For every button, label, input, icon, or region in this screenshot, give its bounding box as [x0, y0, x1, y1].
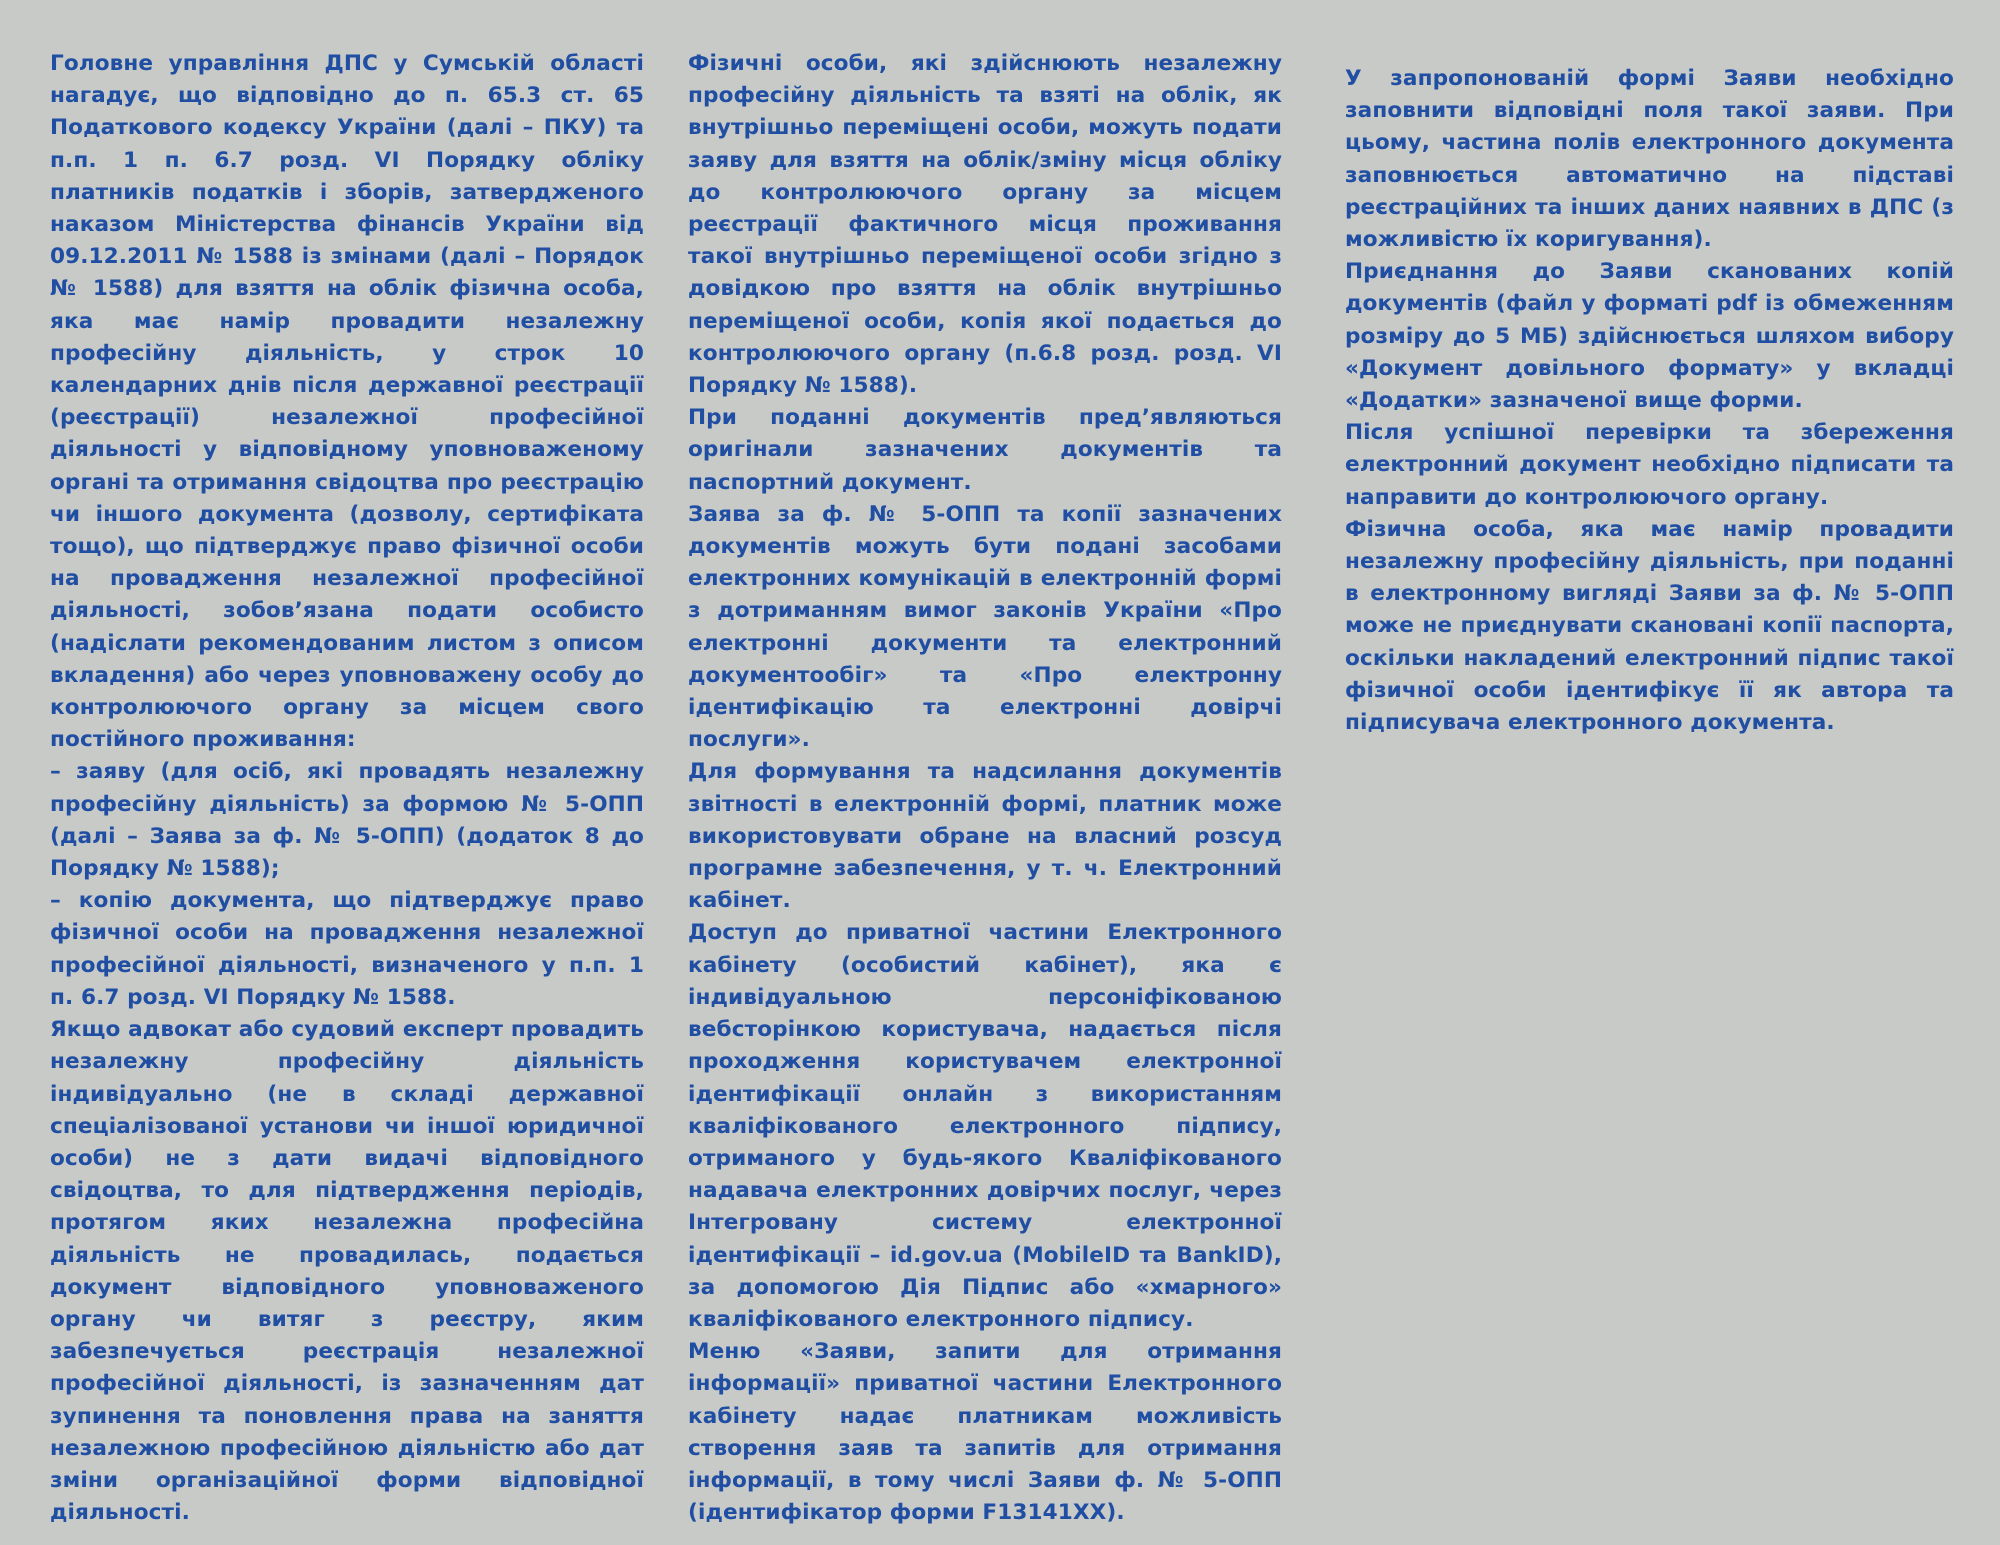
text-column-middle: [688, 48, 1282, 1529]
paragraph: Фізична особа, яка має намір провадити незалежну професійну діяльність, при поданні в електронному вигляді Заяви за ф. № 5-ОПП може не приєднувати скановані копії паспорта, оскільки накладений електронний підпис такої фізичної особи ідентифікує її як автора та підписувача електронного документа.: [1345, 516, 1954, 736]
paragraph: – заяву (для осіб, які провадять незалежну професійну діяльність) за формою № 5-ОПП (далі – Заява за ф. № 5-ОПП) (додаток 8 до Порядку № 1588);: [50, 759, 644, 882]
paragraph: Якщо адвокат або судовий експерт провадить незалежну професійну діяльність індивідуально (не в складі державної спеціалізованої установи чи іншої юридичної особи) не з дати видачі відповідного свідоцтва, то для підтвердження періодів, протягом яких незалежна професійна діяльність не провадилась, подається документ відповідного уповноваженого органу чи витяг з реєстру, яким забезпечується реєстрація незалежної професійної діяльності, із зазначенням дат зупинення та поновлення права на заняття незалежною професійною діяльністю або дат зміни організаційної форми відповідної діяльності.: [50, 1017, 644, 1526]
paragraph: Доступ до приватної частини Електронного кабінету (особистий кабінет), яка є індивідуальною персоніфікованою вебсторінкою користувача, надається після проходження користувачем електронної ідентифікації онлайн з використанням кваліфікованого електронного підпису, отриманого у будь-якого Кваліфікованого надавача електронних довірчих послуг, через Інтегровану систему електронної ідентифікації – id.gov.ua (MobileID та BankID), за допомогою Дія Підпис або «хмарного» кваліфікованого електронного підпису.: [688, 920, 1282, 1332]
paragraph: Після успішної перевірки та збереження електронний документ необхідно підписати та направити до контролюючого органу.: [1345, 420, 1954, 510]
paragraph: При поданні документів пред’являються оригінали зазначених документів та паспортний документ.: [688, 405, 1282, 495]
paragraph: Фізичні особи, які здійснюють незалежну професійну діяльність та взяті на облік, як внутрішньо переміщені особи, можуть подати заяву для взяття на облік/зміну місця обліку до контролюючого органу за місцем реєстрації фактичного місця проживання такої внутрішньо переміщеної особи згідно з довідкою про взяття на облік внутрішньо переміщеної особи, копія якої подається до контролюючого органу (п.6.8 розд. розд. VI Порядку № 1588).: [688, 51, 1282, 399]
paragraph: – копію документа, що підтверджує право фізичної особи на провадження незалежної професійної діяльності, визначеного у п.п. 1 п. 6.7 розд. VI Порядку № 1588.: [50, 888, 644, 1010]
paragraph: Головне управління ДПС у Сумській області нагадує, що відповідно до п. 65.3 ст. 65 Податкового кодексу України (далі – ПКУ) та п.п. 1 п. 6.7 розд. VI Порядку обліку платників податків і зборів, затвердженого наказом Міністерства фінансів України від 09.12.2011 № 1588 із змінами (далі – Порядок № 1588) для взяття на облік фізична особа, яка має намір провадити незалежну професійну діяльність, у строк 10 календарних днів після державної реєстрації (реєстрації) незалежної професійної діяльності у відповідному уповноваженому органі та отримання свідоцтва про реєстрацію чи іншого документа (дозволу, сертифіката тощо), що підтверджує право фізичної особи на провадження незалежної професійної діяльності, зобов’язана подати особисто (надіслати рекомендованим листом з описом вкладення) або через уповноважену особу до контролюючого органу за місцем свого постійного проживання:: [50, 51, 644, 753]
paragraph: Меню «Заяви, запити для отримання інформації» приватної частини Електронного кабінету надає платникам можливість створення заяв та запитів для отримання інформації, в тому числі Заяви ф. № 5-ОПП (ідентифікатор форми F13141XX).: [688, 1339, 1282, 1526]
paragraph: Заява за ф. № 5-ОПП та копії зазначених документів можуть бути подані засобами електронних комунікацій в електронній формі з дотриманням вимог законів України «Про електронні документи та електронний документообіг» та «Про електронну ідентифікацію та електронні довірчі послуги».: [688, 501, 1282, 753]
paragraph: Для формування та надсилання документів звітності в електронній формі, платник може використовувати обране на власний розсуд програмне забезпечення, у т. ч. Електронний кабінет.: [688, 759, 1282, 914]
text-column-right: [1345, 63, 1954, 739]
paragraph: У запропонованій формі Заяви необхідно заповнити відповідні поля такої заяви. При цьому, частина полів електронного документа заповнюється автоматично на підставі реєстраційних та інших даних наявних в ДПС (з можливістю їх коригування).: [1345, 66, 1954, 253]
text-column-left: [50, 48, 644, 1529]
paragraph: Приєднання до Заяви сканованих копій документів (файл у форматі pdf із обмеженням розміру до 5 МБ) здійснюється шляхом вибору «Документ довільного формату» у вкладці «Додатки» зазначеної вище форми.: [1345, 259, 1954, 414]
